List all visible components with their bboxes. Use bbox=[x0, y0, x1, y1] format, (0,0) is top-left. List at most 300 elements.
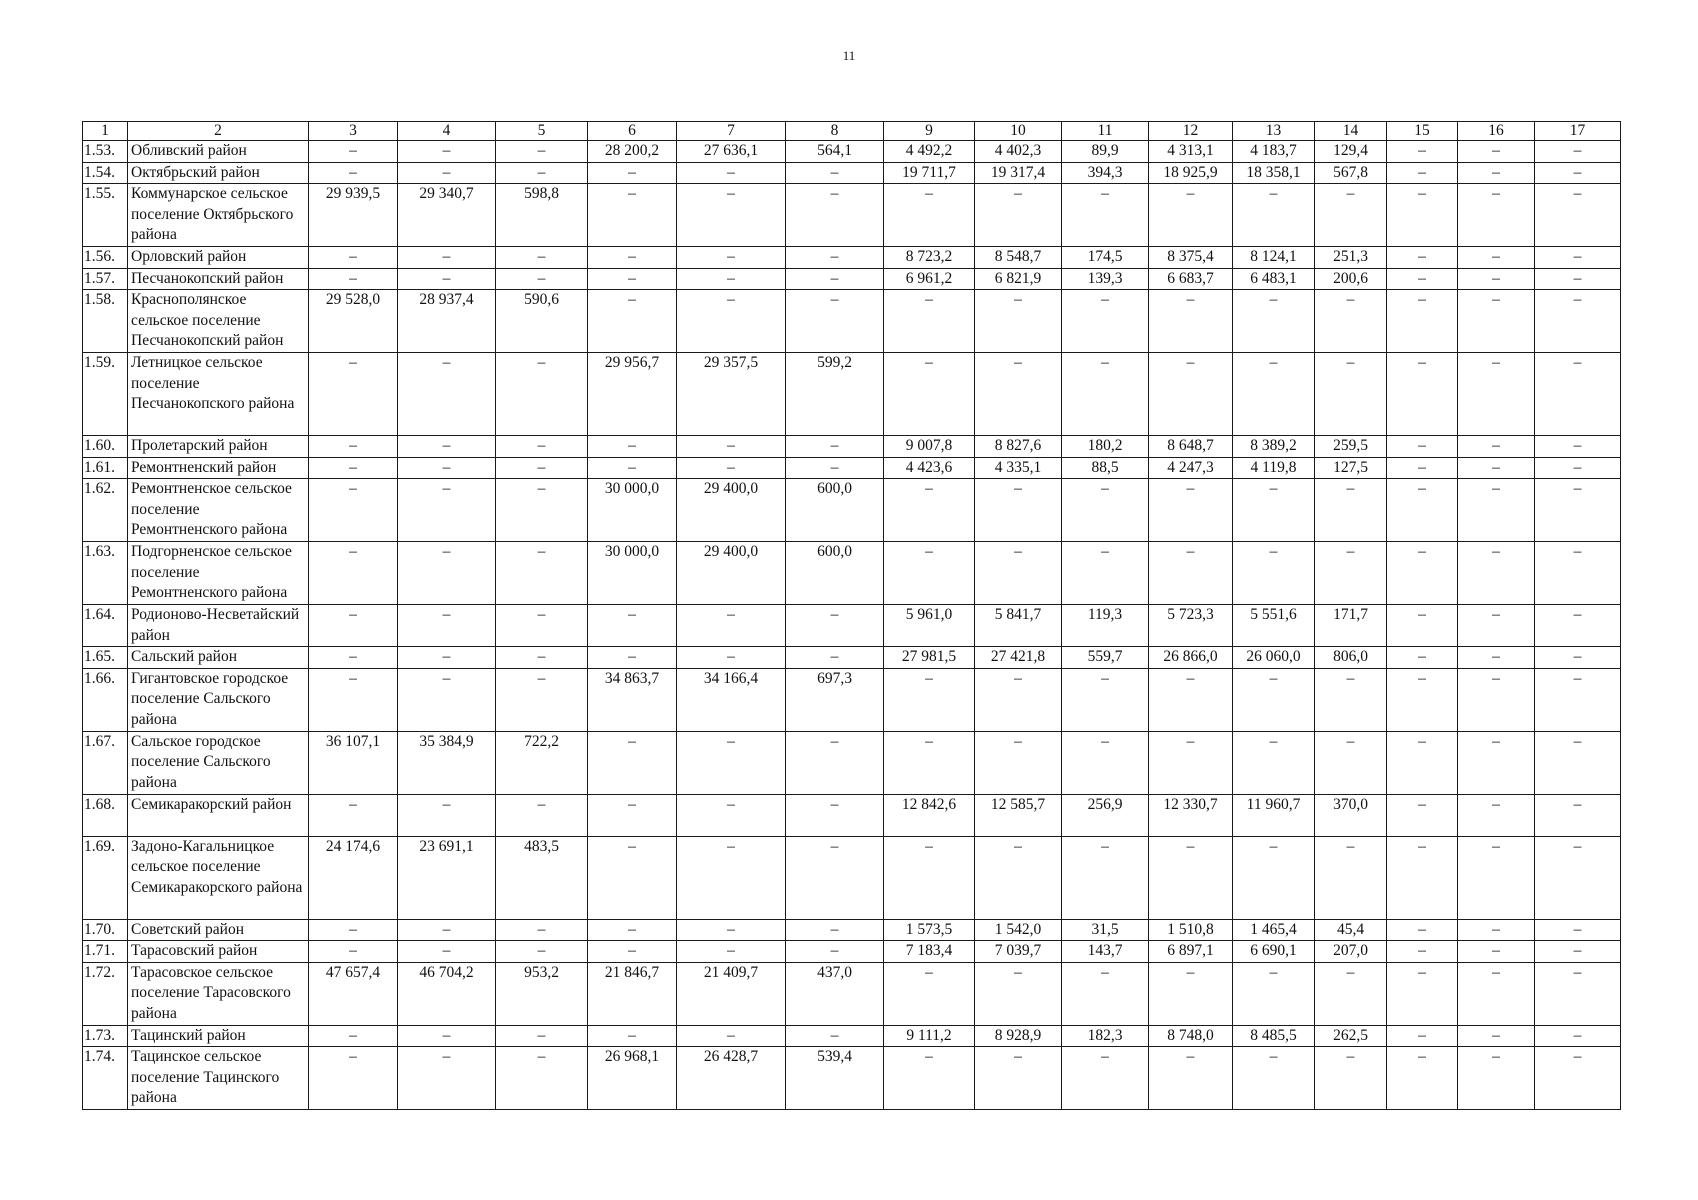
value-cell: 26 060,0 bbox=[1233, 647, 1315, 669]
value-cell: – bbox=[496, 141, 588, 163]
value-cell: – bbox=[677, 605, 786, 647]
value-cell: – bbox=[398, 268, 496, 290]
value-cell: – bbox=[1149, 731, 1233, 794]
value-cell: 9 007,8 bbox=[884, 436, 975, 458]
value-cell: – bbox=[884, 542, 975, 605]
value-cell: – bbox=[1233, 184, 1315, 247]
value-cell: – bbox=[975, 479, 1062, 542]
value-cell: – bbox=[786, 162, 884, 184]
value-cell: – bbox=[884, 668, 975, 731]
value-cell: – bbox=[1233, 290, 1315, 353]
value-cell: – bbox=[1062, 479, 1149, 542]
value-cell: – bbox=[1062, 731, 1149, 794]
value-cell: 12 330,7 bbox=[1149, 794, 1233, 836]
value-cell: – bbox=[398, 436, 496, 458]
row-number: 1.63. bbox=[83, 542, 128, 605]
value-cell: 174,5 bbox=[1062, 247, 1149, 269]
value-cell: – bbox=[496, 668, 588, 731]
value-cell: 6 483,1 bbox=[1233, 268, 1315, 290]
value-cell: – bbox=[1458, 353, 1535, 436]
row-name: Тацинский район bbox=[128, 1025, 309, 1047]
value-cell: – bbox=[677, 290, 786, 353]
value-cell: – bbox=[398, 1047, 496, 1110]
value-cell: 8 548,7 bbox=[975, 247, 1062, 269]
value-cell: – bbox=[309, 141, 398, 163]
value-cell: 28 200,2 bbox=[588, 141, 677, 163]
row-number: 1.66. bbox=[83, 668, 128, 731]
value-cell: – bbox=[1387, 457, 1458, 479]
value-cell: – bbox=[786, 1025, 884, 1047]
value-cell: – bbox=[496, 479, 588, 542]
value-cell: 29 400,0 bbox=[677, 542, 786, 605]
value-cell: – bbox=[1387, 1047, 1458, 1110]
value-cell: – bbox=[398, 1025, 496, 1047]
value-cell: 19 317,4 bbox=[975, 162, 1062, 184]
value-cell: – bbox=[309, 457, 398, 479]
value-cell: – bbox=[496, 247, 588, 269]
value-cell: 26 866,0 bbox=[1149, 647, 1233, 669]
row-name: Сальский район bbox=[128, 647, 309, 669]
value-cell: 34 166,4 bbox=[677, 668, 786, 731]
row-name: Задоно-Кагальницкое сельское поселение Семикаракорского района bbox=[128, 836, 309, 919]
value-cell: – bbox=[496, 542, 588, 605]
value-cell: 8 748,0 bbox=[1149, 1025, 1233, 1047]
value-cell: – bbox=[1233, 962, 1315, 1025]
column-header: 5 bbox=[496, 122, 588, 141]
value-cell: – bbox=[588, 457, 677, 479]
value-cell: – bbox=[588, 268, 677, 290]
row-name: Пролетарский район bbox=[128, 436, 309, 458]
value-cell: 256,9 bbox=[1062, 794, 1149, 836]
value-cell: – bbox=[398, 353, 496, 436]
row-name: Краснополянское сельское поселение Песчанокопский район bbox=[128, 290, 309, 353]
value-cell: – bbox=[1149, 542, 1233, 605]
value-cell: – bbox=[1387, 1025, 1458, 1047]
value-cell: – bbox=[1458, 141, 1535, 163]
value-cell: – bbox=[496, 1047, 588, 1110]
value-cell: – bbox=[786, 794, 884, 836]
value-cell: 88,5 bbox=[1062, 457, 1149, 479]
value-cell: – bbox=[677, 794, 786, 836]
value-cell: 29 528,0 bbox=[309, 290, 398, 353]
value-cell: – bbox=[677, 162, 786, 184]
value-cell: – bbox=[975, 962, 1062, 1025]
value-cell: – bbox=[884, 184, 975, 247]
column-header: 10 bbox=[975, 122, 1062, 141]
value-cell: 47 657,4 bbox=[309, 962, 398, 1025]
value-cell: 34 863,7 bbox=[588, 668, 677, 731]
value-cell: – bbox=[1458, 919, 1535, 941]
value-cell: – bbox=[588, 247, 677, 269]
value-cell: – bbox=[1535, 962, 1621, 1025]
value-cell: – bbox=[1387, 184, 1458, 247]
table-row bbox=[83, 647, 1621, 669]
row-name: Сальское городское поселение Сальского района bbox=[128, 731, 309, 794]
value-cell: – bbox=[1458, 268, 1535, 290]
value-cell: 23 691,1 bbox=[398, 836, 496, 919]
value-cell: 4 119,8 bbox=[1233, 457, 1315, 479]
row-name: Семикаракорский район bbox=[128, 794, 309, 836]
value-cell: – bbox=[1315, 542, 1387, 605]
row-number: 1.59. bbox=[83, 353, 128, 436]
value-cell: – bbox=[786, 647, 884, 669]
column-header: 2 bbox=[128, 122, 309, 141]
header-row bbox=[83, 122, 1621, 141]
value-cell: – bbox=[309, 668, 398, 731]
row-number: 1.69. bbox=[83, 836, 128, 919]
value-cell: – bbox=[398, 141, 496, 163]
value-cell: – bbox=[1233, 353, 1315, 436]
value-cell: – bbox=[496, 268, 588, 290]
value-cell: 8 723,2 bbox=[884, 247, 975, 269]
value-cell: 6 690,1 bbox=[1233, 941, 1315, 963]
value-cell: – bbox=[309, 1047, 398, 1110]
column-header: 6 bbox=[588, 122, 677, 141]
row-name: Летницкое сельское поселение Песчанокопского района bbox=[128, 353, 309, 436]
column-header: 14 bbox=[1315, 122, 1387, 141]
value-cell: – bbox=[1149, 290, 1233, 353]
value-cell: – bbox=[1387, 794, 1458, 836]
value-cell: – bbox=[1149, 1047, 1233, 1110]
value-cell: 27 636,1 bbox=[677, 141, 786, 163]
value-cell: 6 821,9 bbox=[975, 268, 1062, 290]
value-cell: 171,7 bbox=[1315, 605, 1387, 647]
column-header: 7 bbox=[677, 122, 786, 141]
value-cell: 5 551,6 bbox=[1233, 605, 1315, 647]
value-cell: 600,0 bbox=[786, 542, 884, 605]
value-cell: 1 510,8 bbox=[1149, 919, 1233, 941]
value-cell: 129,4 bbox=[1315, 141, 1387, 163]
value-cell: – bbox=[1149, 353, 1233, 436]
table-row bbox=[83, 457, 1621, 479]
value-cell: – bbox=[884, 353, 975, 436]
value-cell: – bbox=[1458, 457, 1535, 479]
value-cell: – bbox=[1535, 605, 1621, 647]
value-cell: 598,8 bbox=[496, 184, 588, 247]
column-header: 17 bbox=[1535, 122, 1621, 141]
value-cell: – bbox=[496, 794, 588, 836]
row-number: 1.70. bbox=[83, 919, 128, 941]
value-cell: – bbox=[309, 268, 398, 290]
value-cell: 9 111,2 bbox=[884, 1025, 975, 1047]
value-cell: – bbox=[1387, 479, 1458, 542]
value-cell: – bbox=[677, 268, 786, 290]
value-cell: – bbox=[677, 919, 786, 941]
value-cell: – bbox=[398, 479, 496, 542]
value-cell: 35 384,9 bbox=[398, 731, 496, 794]
value-cell: 18 925,9 bbox=[1149, 162, 1233, 184]
value-cell: 8 827,6 bbox=[975, 436, 1062, 458]
value-cell: 5 961,0 bbox=[884, 605, 975, 647]
value-cell: 4 423,6 bbox=[884, 457, 975, 479]
budget-table bbox=[82, 121, 1621, 1110]
value-cell: – bbox=[786, 605, 884, 647]
value-cell: – bbox=[1535, 731, 1621, 794]
value-cell: – bbox=[1387, 542, 1458, 605]
value-cell: – bbox=[1233, 731, 1315, 794]
value-cell: – bbox=[1458, 605, 1535, 647]
value-cell: – bbox=[1535, 919, 1621, 941]
column-header: 12 bbox=[1149, 122, 1233, 141]
value-cell: 29 340,7 bbox=[398, 184, 496, 247]
value-cell: – bbox=[1315, 290, 1387, 353]
value-cell: – bbox=[588, 941, 677, 963]
table-row bbox=[83, 941, 1621, 963]
value-cell: – bbox=[975, 1047, 1062, 1110]
row-number: 1.71. bbox=[83, 941, 128, 963]
value-cell: – bbox=[1062, 290, 1149, 353]
value-cell: – bbox=[1535, 184, 1621, 247]
value-cell: – bbox=[398, 605, 496, 647]
value-cell: – bbox=[398, 794, 496, 836]
value-cell: 590,6 bbox=[496, 290, 588, 353]
value-cell: – bbox=[677, 436, 786, 458]
value-cell: – bbox=[1387, 941, 1458, 963]
row-name: Советский район bbox=[128, 919, 309, 941]
value-cell: – bbox=[1387, 962, 1458, 1025]
value-cell: – bbox=[1535, 268, 1621, 290]
value-cell: – bbox=[975, 353, 1062, 436]
value-cell: – bbox=[1387, 162, 1458, 184]
value-cell: 4 335,1 bbox=[975, 457, 1062, 479]
value-cell: – bbox=[309, 542, 398, 605]
row-name: Тацинское сельское поселение Тацинского района bbox=[128, 1047, 309, 1110]
table-row bbox=[83, 247, 1621, 269]
value-cell: – bbox=[398, 542, 496, 605]
value-cell: – bbox=[1387, 836, 1458, 919]
value-cell: 7 183,4 bbox=[884, 941, 975, 963]
value-cell: 207,0 bbox=[1315, 941, 1387, 963]
value-cell: – bbox=[496, 605, 588, 647]
row-number: 1.61. bbox=[83, 457, 128, 479]
row-name: Ремонтненское сельское поселение Ремонтненского района bbox=[128, 479, 309, 542]
value-cell: 6 897,1 bbox=[1149, 941, 1233, 963]
value-cell: 182,3 bbox=[1062, 1025, 1149, 1047]
value-cell: – bbox=[1149, 836, 1233, 919]
value-cell: – bbox=[786, 290, 884, 353]
row-name: Тарасовский район bbox=[128, 941, 309, 963]
value-cell: – bbox=[677, 941, 786, 963]
value-cell: 89,9 bbox=[1062, 141, 1149, 163]
value-cell: – bbox=[496, 647, 588, 669]
value-cell: – bbox=[677, 247, 786, 269]
value-cell: – bbox=[588, 605, 677, 647]
value-cell: – bbox=[398, 162, 496, 184]
value-cell: 8 928,9 bbox=[975, 1025, 1062, 1047]
table-row bbox=[83, 668, 1621, 731]
row-name: Обливский район bbox=[128, 141, 309, 163]
table-row bbox=[83, 836, 1621, 919]
value-cell: – bbox=[1233, 1047, 1315, 1110]
value-cell: – bbox=[1062, 1047, 1149, 1110]
value-cell: – bbox=[1149, 184, 1233, 247]
value-cell: – bbox=[496, 941, 588, 963]
row-number: 1.72. bbox=[83, 962, 128, 1025]
value-cell: 29 956,7 bbox=[588, 353, 677, 436]
value-cell: – bbox=[309, 605, 398, 647]
table-row bbox=[83, 479, 1621, 542]
row-number: 1.56. bbox=[83, 247, 128, 269]
value-cell: – bbox=[1387, 353, 1458, 436]
table-row bbox=[83, 1047, 1621, 1110]
value-cell: – bbox=[1315, 353, 1387, 436]
value-cell: – bbox=[884, 836, 975, 919]
table-row bbox=[83, 290, 1621, 353]
value-cell: – bbox=[309, 479, 398, 542]
row-number: 1.64. bbox=[83, 605, 128, 647]
value-cell: – bbox=[1062, 353, 1149, 436]
row-number: 1.67. bbox=[83, 731, 128, 794]
value-cell: 7 039,7 bbox=[975, 941, 1062, 963]
value-cell: 29 939,5 bbox=[309, 184, 398, 247]
value-cell: – bbox=[975, 184, 1062, 247]
value-cell: 539,4 bbox=[786, 1047, 884, 1110]
value-cell: – bbox=[588, 794, 677, 836]
value-cell: – bbox=[1458, 794, 1535, 836]
value-cell: – bbox=[1458, 162, 1535, 184]
value-cell: – bbox=[1315, 731, 1387, 794]
value-cell: – bbox=[1387, 247, 1458, 269]
row-number: 1.74. bbox=[83, 1047, 128, 1110]
value-cell: – bbox=[309, 919, 398, 941]
value-cell: 36 107,1 bbox=[309, 731, 398, 794]
value-cell: – bbox=[1315, 184, 1387, 247]
value-cell: – bbox=[496, 1025, 588, 1047]
value-cell: 6 683,7 bbox=[1149, 268, 1233, 290]
row-name: Родионово-Несветайский район bbox=[128, 605, 309, 647]
value-cell: – bbox=[398, 919, 496, 941]
value-cell: – bbox=[588, 731, 677, 794]
table-row bbox=[83, 184, 1621, 247]
value-cell: 600,0 bbox=[786, 479, 884, 542]
value-cell: – bbox=[1233, 542, 1315, 605]
value-cell: – bbox=[496, 919, 588, 941]
value-cell: – bbox=[1535, 668, 1621, 731]
value-cell: 30 000,0 bbox=[588, 479, 677, 542]
value-cell: 5 841,7 bbox=[975, 605, 1062, 647]
value-cell: – bbox=[677, 647, 786, 669]
value-cell: – bbox=[975, 836, 1062, 919]
row-name: Гигантовское городское поселение Сальского района bbox=[128, 668, 309, 731]
value-cell: 259,5 bbox=[1315, 436, 1387, 458]
value-cell: 394,3 bbox=[1062, 162, 1149, 184]
value-cell: – bbox=[1062, 542, 1149, 605]
value-cell: – bbox=[588, 436, 677, 458]
value-cell: 4 247,3 bbox=[1149, 457, 1233, 479]
value-cell: 4 402,3 bbox=[975, 141, 1062, 163]
value-cell: – bbox=[786, 731, 884, 794]
value-cell: – bbox=[786, 941, 884, 963]
value-cell: – bbox=[1535, 290, 1621, 353]
value-cell: – bbox=[1233, 479, 1315, 542]
value-cell: – bbox=[1315, 836, 1387, 919]
value-cell: 262,5 bbox=[1315, 1025, 1387, 1047]
value-cell: – bbox=[677, 731, 786, 794]
column-header: 11 bbox=[1062, 122, 1149, 141]
value-cell: – bbox=[1387, 919, 1458, 941]
value-cell: – bbox=[1062, 962, 1149, 1025]
value-cell: – bbox=[1387, 668, 1458, 731]
value-cell: 1 573,5 bbox=[884, 919, 975, 941]
value-cell: – bbox=[1387, 647, 1458, 669]
table-row bbox=[83, 353, 1621, 436]
value-cell: 127,5 bbox=[1315, 457, 1387, 479]
value-cell: – bbox=[496, 436, 588, 458]
value-cell: – bbox=[588, 919, 677, 941]
value-cell: – bbox=[1535, 1025, 1621, 1047]
value-cell: – bbox=[677, 184, 786, 247]
row-number: 1.55. bbox=[83, 184, 128, 247]
value-cell: – bbox=[1535, 794, 1621, 836]
value-cell: – bbox=[1458, 290, 1535, 353]
value-cell: – bbox=[1149, 668, 1233, 731]
table-row bbox=[83, 141, 1621, 163]
row-number: 1.73. bbox=[83, 1025, 128, 1047]
value-cell: – bbox=[588, 290, 677, 353]
value-cell: 8 375,4 bbox=[1149, 247, 1233, 269]
value-cell: 19 711,7 bbox=[884, 162, 975, 184]
value-cell: – bbox=[1233, 836, 1315, 919]
value-cell: 8 648,7 bbox=[1149, 436, 1233, 458]
value-cell: – bbox=[588, 647, 677, 669]
value-cell: – bbox=[1458, 962, 1535, 1025]
value-cell: – bbox=[496, 353, 588, 436]
value-cell: – bbox=[1315, 479, 1387, 542]
value-cell: – bbox=[1233, 668, 1315, 731]
value-cell: 26 968,1 bbox=[588, 1047, 677, 1110]
value-cell: 599,2 bbox=[786, 353, 884, 436]
value-cell: 4 183,7 bbox=[1233, 141, 1315, 163]
value-cell: 251,3 bbox=[1315, 247, 1387, 269]
value-cell: 806,0 bbox=[1315, 647, 1387, 669]
value-cell: – bbox=[786, 247, 884, 269]
value-cell: – bbox=[677, 457, 786, 479]
value-cell: 180,2 bbox=[1062, 436, 1149, 458]
column-header: 15 bbox=[1387, 122, 1458, 141]
value-cell: – bbox=[309, 162, 398, 184]
value-cell: – bbox=[786, 457, 884, 479]
value-cell: – bbox=[398, 247, 496, 269]
value-cell: – bbox=[1535, 542, 1621, 605]
value-cell: – bbox=[398, 457, 496, 479]
row-name: Коммунарское сельское поселение Октябрьского района bbox=[128, 184, 309, 247]
value-cell: 29 400,0 bbox=[677, 479, 786, 542]
column-header: 16 bbox=[1458, 122, 1535, 141]
value-cell: – bbox=[588, 184, 677, 247]
value-cell: 18 358,1 bbox=[1233, 162, 1315, 184]
value-cell: 8 124,1 bbox=[1233, 247, 1315, 269]
value-cell: 1 465,4 bbox=[1233, 919, 1315, 941]
value-cell: 28 937,4 bbox=[398, 290, 496, 353]
value-cell: – bbox=[1387, 290, 1458, 353]
row-number: 1.53. bbox=[83, 141, 128, 163]
value-cell: 8 485,5 bbox=[1233, 1025, 1315, 1047]
value-cell: – bbox=[1535, 436, 1621, 458]
value-cell: – bbox=[588, 836, 677, 919]
table-row bbox=[83, 919, 1621, 941]
value-cell: – bbox=[1387, 268, 1458, 290]
value-cell: – bbox=[1535, 141, 1621, 163]
value-cell: – bbox=[398, 941, 496, 963]
row-number: 1.68. bbox=[83, 794, 128, 836]
value-cell: 953,2 bbox=[496, 962, 588, 1025]
row-number: 1.54. bbox=[83, 162, 128, 184]
table-row bbox=[83, 542, 1621, 605]
value-cell: – bbox=[1535, 941, 1621, 963]
value-cell: 564,1 bbox=[786, 141, 884, 163]
value-cell: – bbox=[1458, 436, 1535, 458]
value-cell: 567,8 bbox=[1315, 162, 1387, 184]
